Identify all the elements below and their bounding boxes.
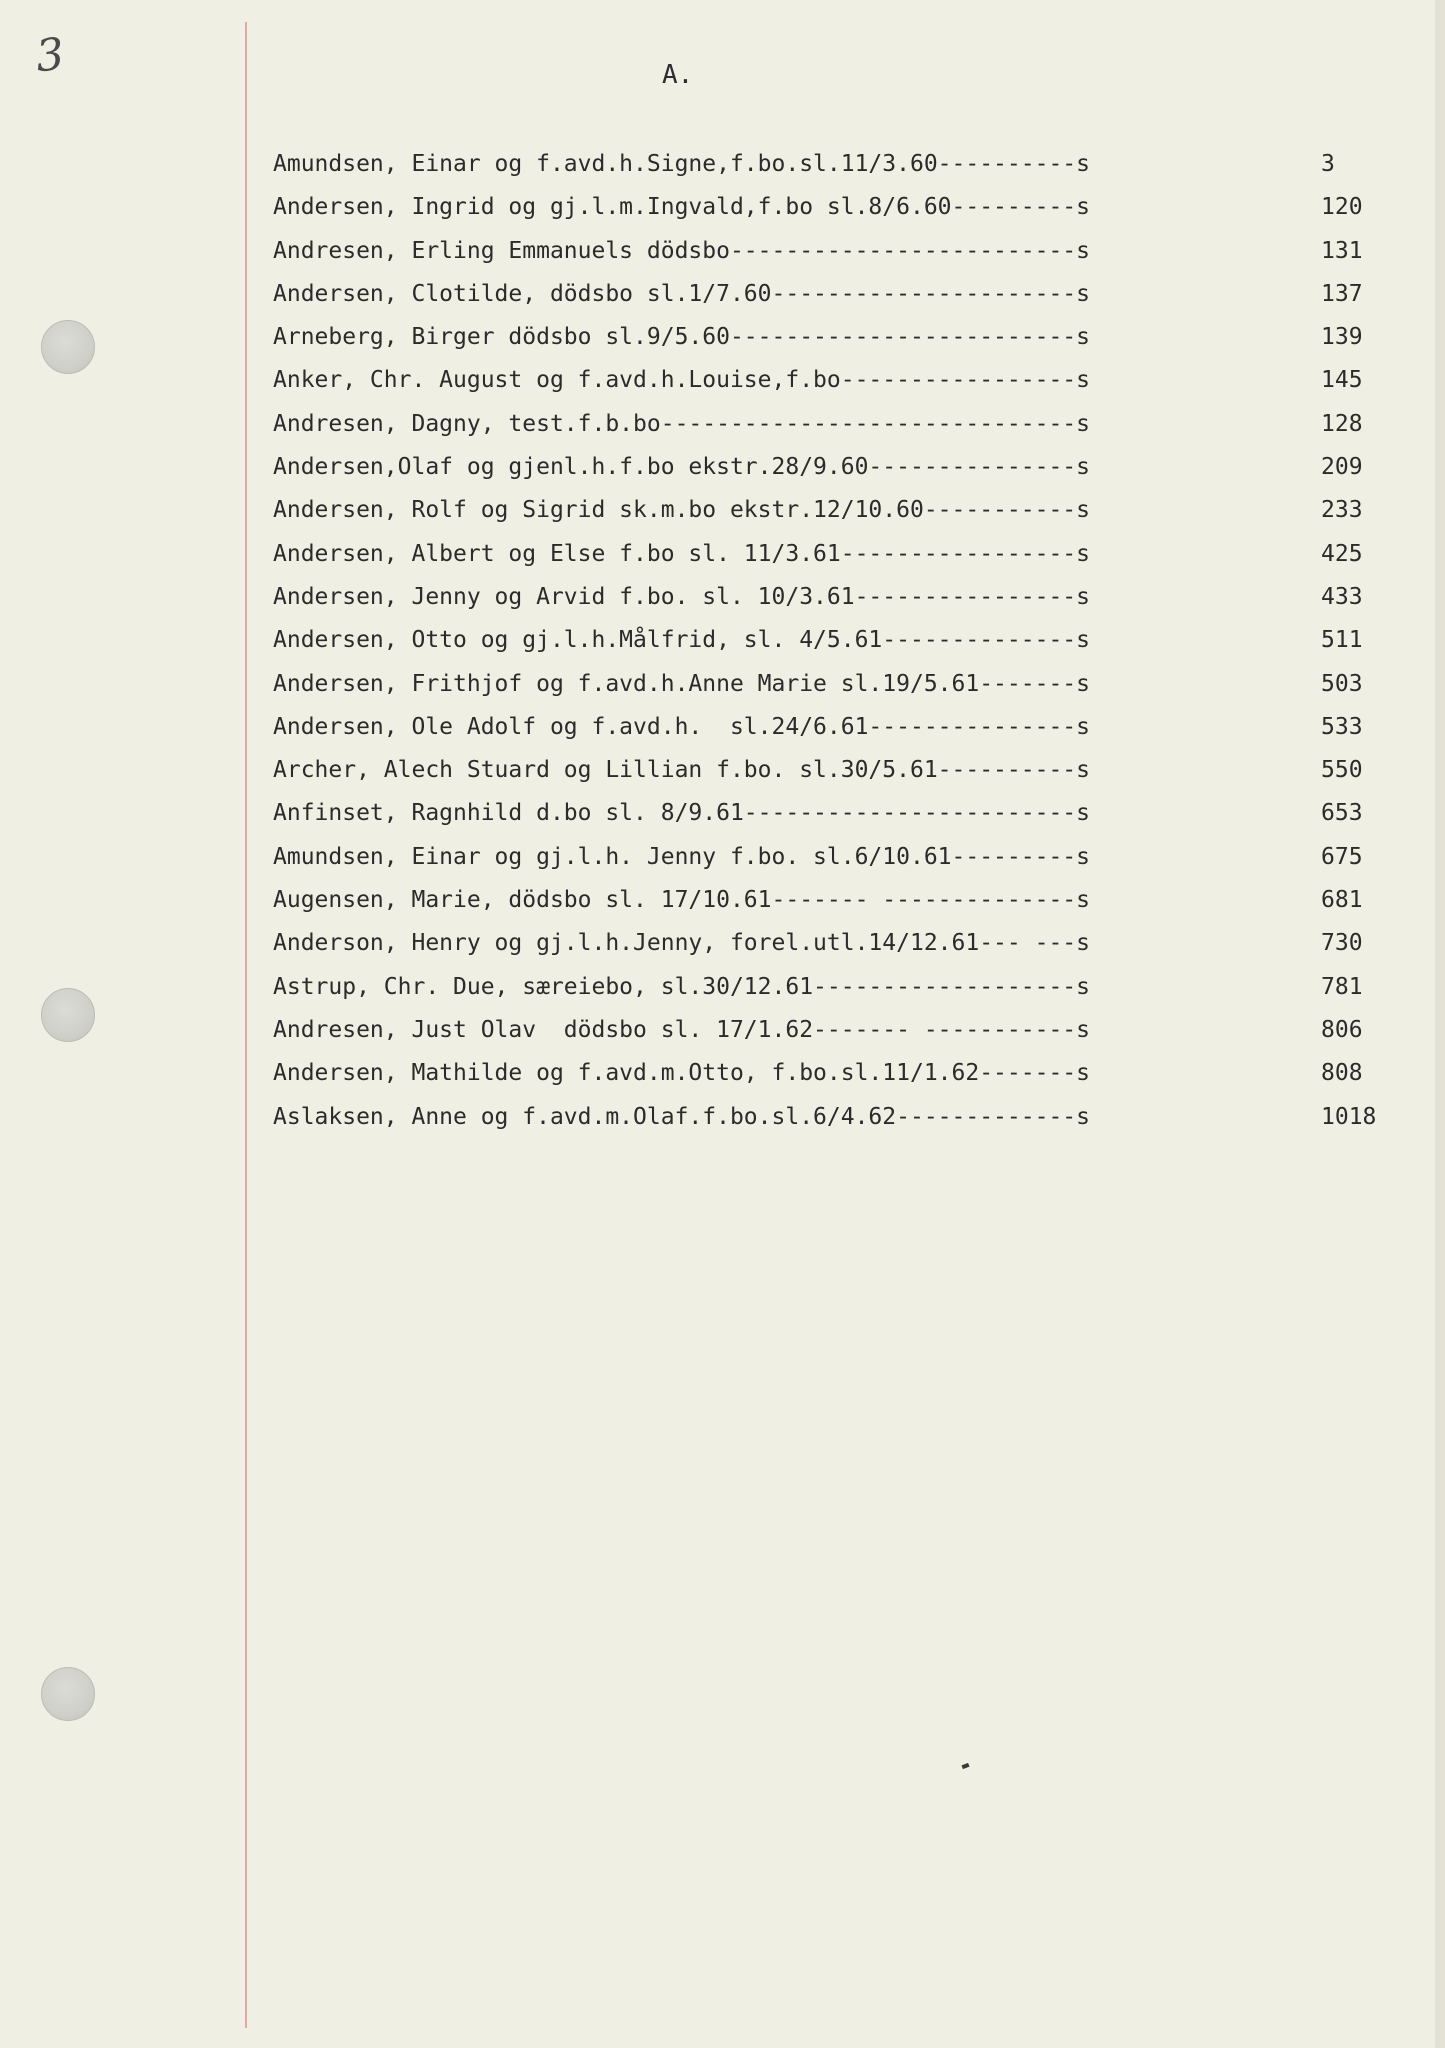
index-entry-row xyxy=(273,792,1383,835)
index-entry-row xyxy=(273,663,1383,706)
entry-text: Anfinset, Ragnhild d.bo sl. 8/9.61------------------------s xyxy=(273,800,1090,827)
entry-text: Andersen, Ole Adolf og f.avd.h. sl.24/6.61---------------s xyxy=(273,713,1090,740)
entry-text: Augensen, Marie, dödsbo sl. 17/10.61------- --------------s xyxy=(273,887,1090,914)
entry-text: Andersen, Ingrid og gj.l.m.Ingvald,f.bo sl.8/6.60---------s xyxy=(273,194,1090,221)
entry-page-number: 137 xyxy=(1321,280,1363,307)
entry-text: Andersen,Olaf og gjenl.h.f.bo ekstr.28/9.60---------------s xyxy=(273,454,1090,481)
page-edge xyxy=(1435,0,1445,2048)
entry-text: Arneberg, Birger dödsbo sl.9/5.60-------------------------s xyxy=(273,324,1090,351)
entry-page-number: 730 xyxy=(1321,930,1363,957)
index-entry-row xyxy=(273,1052,1383,1095)
entry-text: Andresen, Dagny, test.f.b.bo------------------------------s xyxy=(273,410,1090,437)
entry-page-number: 808 xyxy=(1321,1060,1363,1087)
index-entry-row xyxy=(273,706,1383,749)
entry-text: Andersen, Otto og gj.l.h.Målfrid, sl. 4/5.61--------------s xyxy=(273,627,1090,654)
entry-text: Andersen, Mathilde og f.avd.m.Otto, f.bo.sl.11/1.62-------s xyxy=(273,1060,1090,1087)
index-entry-row xyxy=(273,403,1383,446)
entry-page-number: 681 xyxy=(1321,887,1363,914)
index-entry-row xyxy=(273,230,1383,273)
entry-page-number: 425 xyxy=(1321,540,1363,567)
index-entry-row xyxy=(273,576,1383,619)
index-entry-row xyxy=(273,489,1383,532)
entry-page-number: 533 xyxy=(1321,713,1363,740)
handwritten-page-number: 3 xyxy=(33,28,67,83)
entry-page-number: 550 xyxy=(1321,757,1363,784)
index-entry-row xyxy=(273,446,1383,489)
entry-text: Andersen, Clotilde, dödsbo sl.1/7.60----------------------s xyxy=(273,280,1090,307)
entry-page-number: 209 xyxy=(1321,454,1363,481)
entry-page-number: 675 xyxy=(1321,843,1363,870)
index-entry-row xyxy=(273,316,1383,359)
entry-text: Amundsen, Einar og gj.l.h. Jenny f.bo. sl.6/10.61---------s xyxy=(273,843,1090,870)
entry-text: Amundsen, Einar og f.avd.h.Signe,f.bo.sl.11/3.60----------s xyxy=(273,151,1090,177)
entry-page-number: 120 xyxy=(1321,194,1363,221)
entry-text: Anderson, Henry og gj.l.h.Jenny, forel.utl.14/12.61--- ---s xyxy=(273,930,1090,957)
index-entry-row xyxy=(273,966,1383,1009)
section-letter-heading: A. xyxy=(662,60,694,90)
entry-page-number: 1018 xyxy=(1321,1103,1377,1130)
index-entry-row xyxy=(273,359,1383,402)
index-entry-row xyxy=(273,749,1383,792)
index-entry-row xyxy=(273,186,1383,229)
index-entry-row xyxy=(273,619,1383,662)
entry-page-number: 128 xyxy=(1321,410,1363,437)
index-entry-row xyxy=(273,1096,1383,1139)
entry-text: Andersen, Albert og Else f.bo sl. 11/3.61-----------------s xyxy=(273,540,1090,567)
punch-hole-top xyxy=(41,320,95,374)
entry-text: Andresen, Just Olav dödsbo sl. 17/1.62------- -----------s xyxy=(273,1016,1090,1043)
entry-page-number: 139 xyxy=(1321,324,1363,351)
entry-page-number: 233 xyxy=(1321,497,1363,524)
index-entry-row xyxy=(273,273,1383,316)
entry-text: Astrup, Chr. Due, særeiebo, sl.30/12.61-------------------s xyxy=(273,973,1090,1000)
punch-hole-bottom xyxy=(41,1667,95,1721)
entry-page-number: 503 xyxy=(1321,670,1363,697)
index-entry-row xyxy=(273,143,1383,186)
entry-page-number: 433 xyxy=(1321,583,1363,610)
index-entry-row xyxy=(273,922,1383,965)
entry-text: Aslaksen, Anne og f.avd.m.Olaf.f.bo.sl.6/4.62-------------s xyxy=(273,1103,1090,1130)
index-entry-row xyxy=(273,533,1383,576)
index-entries-list xyxy=(273,143,1383,1139)
entry-page-number: 781 xyxy=(1321,973,1363,1000)
entry-page-number: 3 xyxy=(1321,151,1335,177)
entry-text: Andersen, Rolf og Sigrid sk.m.bo ekstr.12/10.60-----------s xyxy=(273,497,1090,524)
punch-hole-middle xyxy=(41,988,95,1042)
index-entry-row xyxy=(273,879,1383,922)
entry-text: Andersen, Jenny og Arvid f.bo. sl. 10/3.61----------------s xyxy=(273,583,1090,610)
entry-text: Andersen, Frithjof og f.avd.h.Anne Marie sl.19/5.61-------s xyxy=(273,670,1090,697)
entry-page-number: 145 xyxy=(1321,367,1363,394)
stray-ink-mark xyxy=(962,1763,970,1769)
entry-page-number: 806 xyxy=(1321,1016,1363,1043)
red-margin-line xyxy=(245,22,247,2028)
entry-text: Archer, Alech Stuard og Lillian f.bo. sl.30/5.61----------s xyxy=(273,757,1090,784)
entry-text: Anker, Chr. August og f.avd.h.Louise,f.bo-----------------s xyxy=(273,367,1090,394)
entry-page-number: 511 xyxy=(1321,627,1363,654)
index-entry-row xyxy=(273,836,1383,879)
entry-page-number: 131 xyxy=(1321,237,1363,264)
index-entry-row xyxy=(273,1009,1383,1052)
entry-text: Andresen, Erling Emmanuels dödsbo-------------------------s xyxy=(273,237,1090,264)
entry-page-number: 653 xyxy=(1321,800,1363,827)
